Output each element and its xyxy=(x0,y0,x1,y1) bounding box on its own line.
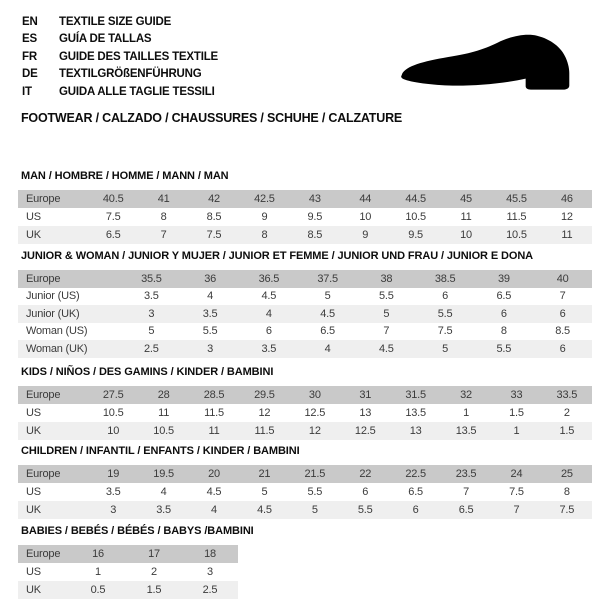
table-row xyxy=(18,483,592,501)
size-cell: 44.5 xyxy=(405,193,426,205)
table-row xyxy=(18,340,592,358)
row-label: Europe xyxy=(26,193,61,205)
language-line xyxy=(22,83,218,101)
size-cell: 8 xyxy=(261,229,268,241)
dress-shoe-icon xyxy=(393,24,585,100)
size-cell: 4 xyxy=(265,307,272,320)
size-cell: 24 xyxy=(510,468,523,480)
table-row xyxy=(18,465,592,483)
size-cell: 12 xyxy=(308,425,321,437)
row-label: Europe xyxy=(26,389,61,401)
size-cell: 5 xyxy=(311,504,318,516)
size-cell: 5 xyxy=(324,290,331,303)
language-title: TEXTILGRÖßENFÜHRUNG xyxy=(59,68,202,81)
size-cell: 2 xyxy=(563,407,570,419)
size-cell: 29.5 xyxy=(254,389,275,401)
size-cell: 17 xyxy=(148,548,160,560)
size-cell: 43 xyxy=(308,193,321,205)
language-line xyxy=(22,48,218,66)
size-cell: 30 xyxy=(308,389,321,401)
size-cell: 2.5 xyxy=(144,342,159,355)
size-cell: 7 xyxy=(463,486,469,498)
size-cell: 7 xyxy=(559,290,566,303)
size-cell: 8.5 xyxy=(307,229,323,241)
size-cell: 5.5 xyxy=(379,290,394,303)
size-cell: 40.5 xyxy=(102,193,124,205)
table-row xyxy=(18,305,592,323)
table-title: CHILDREN / INFANTIL / ENFANTS / KINDER / BAMBINI xyxy=(21,445,300,457)
row-label: Europe xyxy=(26,468,61,480)
size-cell: 7.5 xyxy=(206,229,222,241)
language-code: IT xyxy=(22,85,32,98)
size-cell: 6 xyxy=(412,504,419,516)
size-cell: 6 xyxy=(500,307,507,320)
table-row xyxy=(18,386,592,404)
row-label: Europe xyxy=(26,272,61,285)
size-cell: 4.5 xyxy=(257,504,272,516)
language-code: ES xyxy=(22,33,37,46)
size-cell: 12.5 xyxy=(304,407,326,419)
size-cell: 11 xyxy=(158,407,170,419)
size-cell: 42.5 xyxy=(254,193,275,205)
table-title: JUNIOR & WOMAN / JUNIOR Y MUJER / JUNIOR ET FEMME / JUNIOR UND FRAU / JUNIOR E DONA xyxy=(21,250,534,262)
language-title-block xyxy=(22,13,218,101)
size-table-section xyxy=(18,525,592,599)
size-cell: 42 xyxy=(208,193,220,205)
row-label: Woman (UK) xyxy=(26,342,88,355)
size-cell: 46 xyxy=(560,193,573,205)
table-title: MAN / HOMBRE / HOMME / MANN / MAN xyxy=(21,170,229,182)
size-cell: 4.5 xyxy=(206,486,222,498)
table-row xyxy=(18,226,592,244)
size-cell: 11.5 xyxy=(204,407,224,419)
table-title: KIDS / NIÑOS / DES GAMINS / KINDER / BAMBINI xyxy=(21,366,274,378)
size-cell: 22.5 xyxy=(405,468,426,480)
size-cell: 5 xyxy=(442,342,449,355)
row-label: Europe xyxy=(26,548,61,560)
size-cell: 10 xyxy=(359,211,372,223)
row-label: US xyxy=(26,486,41,498)
size-cell: 13.5 xyxy=(455,425,477,437)
size-cell: 37.5 xyxy=(317,272,338,285)
table-title: BABIES / BEBÉS / BÉBÉS / BABYS /BAMBINI xyxy=(21,525,254,537)
size-cell: 38.5 xyxy=(434,272,456,285)
size-cell: 31.5 xyxy=(405,389,426,401)
size-cell: 1.5 xyxy=(146,584,162,596)
size-cell: 33 xyxy=(510,389,523,401)
size-cell: 45 xyxy=(460,193,472,205)
size-cell: 5.5 xyxy=(496,342,512,355)
size-table xyxy=(18,465,592,519)
language-line xyxy=(22,13,218,31)
size-cell: 16 xyxy=(92,548,104,560)
size-cell: 1 xyxy=(513,425,520,437)
size-cell: 18 xyxy=(204,548,216,560)
size-cell: 7 xyxy=(383,325,390,338)
size-cell: 4 xyxy=(211,504,217,516)
size-cell: 4.5 xyxy=(379,342,394,355)
size-cell: 4.5 xyxy=(320,307,335,320)
size-cell: 10.5 xyxy=(102,407,124,419)
size-cell: 9.5 xyxy=(307,211,323,223)
size-cell: 6.5 xyxy=(320,325,335,338)
table-row xyxy=(18,270,592,288)
size-cell: 4 xyxy=(160,486,167,498)
size-cell: 0.5 xyxy=(90,584,106,596)
language-title: TEXTILE SIZE GUIDE xyxy=(59,15,172,28)
size-cell: 6.5 xyxy=(496,290,512,303)
size-cell: 3 xyxy=(207,566,213,578)
row-label: Junior (US) xyxy=(26,290,80,303)
size-table-section xyxy=(18,170,592,244)
size-cell: 35.5 xyxy=(141,272,162,285)
size-cell: 7.5 xyxy=(559,504,575,516)
size-cell: 10 xyxy=(107,425,120,437)
size-cell: 3.5 xyxy=(261,342,277,355)
size-cell: 28.5 xyxy=(203,389,225,401)
language-line xyxy=(22,31,218,49)
size-cell: 5 xyxy=(383,307,390,320)
size-cell: 6 xyxy=(362,486,369,498)
size-cell: 11 xyxy=(460,211,472,223)
size-cell: 3 xyxy=(110,504,117,516)
size-cell: 6.5 xyxy=(458,504,474,516)
row-label: US xyxy=(26,566,41,578)
size-cell: 8.5 xyxy=(206,211,222,223)
size-cell: 13 xyxy=(409,425,422,437)
size-cell: 8 xyxy=(160,211,167,223)
table-row xyxy=(18,501,592,519)
size-cell: 3.5 xyxy=(202,307,218,320)
size-cell: 4 xyxy=(324,342,331,355)
size-cell: 6 xyxy=(265,325,272,338)
size-cell: 8 xyxy=(500,325,507,338)
size-cell: 28 xyxy=(157,389,170,401)
size-cell: 4 xyxy=(207,290,214,303)
language-code: EN xyxy=(22,15,38,28)
size-cell: 25 xyxy=(560,468,573,480)
size-cell: 6 xyxy=(559,307,566,320)
table-row xyxy=(18,404,592,422)
size-cell: 36.5 xyxy=(258,272,280,285)
size-cell: 12 xyxy=(258,407,271,419)
size-table-section xyxy=(18,366,592,440)
size-cell: 3.5 xyxy=(105,486,121,498)
language-code: FR xyxy=(22,50,37,63)
row-label: US xyxy=(26,211,41,223)
size-cell: 4.5 xyxy=(261,290,277,303)
table-row xyxy=(18,563,238,581)
size-cell: 19.5 xyxy=(153,468,174,480)
size-cell: 33.5 xyxy=(556,389,578,401)
size-cell: 3.5 xyxy=(156,504,171,516)
table-row xyxy=(18,581,238,599)
row-label: Woman (US) xyxy=(26,325,88,338)
size-cell: 6 xyxy=(559,342,566,355)
size-cell: 5.5 xyxy=(307,486,323,498)
row-label: UK xyxy=(26,584,41,596)
size-cell: 39 xyxy=(497,272,510,285)
table-row xyxy=(18,288,592,306)
row-label: UK xyxy=(26,229,41,241)
size-cell: 12 xyxy=(560,211,573,223)
size-cell: 3 xyxy=(207,342,214,355)
table-row xyxy=(18,208,592,226)
size-cell: 9 xyxy=(261,211,268,223)
table-row xyxy=(18,190,592,208)
size-cell: 11 xyxy=(208,425,220,437)
size-cell: 45.5 xyxy=(506,193,527,205)
size-cell: 36 xyxy=(204,272,217,285)
size-cell: 1 xyxy=(463,407,469,419)
size-cell: 8.5 xyxy=(555,325,570,338)
size-cell: 5 xyxy=(261,486,268,498)
size-cell: 2 xyxy=(151,566,157,578)
size-table xyxy=(18,190,592,244)
size-cell: 12.5 xyxy=(354,425,376,437)
size-cell: 3 xyxy=(148,307,155,320)
size-cell: 32 xyxy=(460,389,472,401)
size-cell: 5 xyxy=(148,325,155,338)
size-cell: 44 xyxy=(359,193,372,205)
table-row xyxy=(18,545,238,563)
table-row xyxy=(18,422,592,440)
language-title: GUÍA DE TALLAS xyxy=(59,33,152,46)
size-cell: 6.5 xyxy=(105,229,121,241)
size-cell: 5.5 xyxy=(437,307,453,320)
size-cell: 1.5 xyxy=(559,425,575,437)
size-cell: 10 xyxy=(460,229,472,241)
size-cell: 6 xyxy=(442,290,449,303)
row-label: US xyxy=(26,407,41,419)
size-cell: 5.5 xyxy=(202,325,218,338)
category-title: FOOTWEAR / CALZADO / CHAUSSURES / SCHUHE / CALZATURE xyxy=(21,111,403,125)
size-table xyxy=(18,270,592,358)
size-table xyxy=(18,386,592,440)
size-cell: 41 xyxy=(157,193,170,205)
size-cell: 1 xyxy=(95,566,101,578)
size-cell: 10.5 xyxy=(405,211,426,223)
size-cell: 21 xyxy=(258,468,271,480)
size-table-section xyxy=(18,445,592,519)
size-cell: 11 xyxy=(561,229,573,241)
size-cell: 7 xyxy=(160,229,167,241)
size-cell: 20 xyxy=(208,468,220,480)
size-cell: 27.5 xyxy=(102,389,124,401)
size-cell: 1.5 xyxy=(509,407,524,419)
size-cell: 22 xyxy=(359,468,372,480)
size-cell: 10.5 xyxy=(506,229,527,241)
size-cell: 9 xyxy=(362,229,369,241)
language-title: GUIDE DES TAILLES TEXTILE xyxy=(59,50,218,63)
size-cell: 23.5 xyxy=(455,468,477,480)
size-cell: 11.5 xyxy=(254,425,275,437)
size-cell: 6.5 xyxy=(408,486,423,498)
language-code: DE xyxy=(22,68,38,81)
size-cell: 13 xyxy=(359,407,372,419)
size-cell: 8 xyxy=(563,486,570,498)
size-cell: 21.5 xyxy=(304,468,326,480)
size-cell: 7.5 xyxy=(509,486,524,498)
size-cell: 9.5 xyxy=(408,229,423,241)
size-cell: 7 xyxy=(513,504,520,516)
language-title: GUIDA ALLE TAGLIE TESSILI xyxy=(59,85,215,98)
size-cell: 10.5 xyxy=(153,425,174,437)
size-cell: 7.5 xyxy=(105,211,121,223)
size-table xyxy=(18,545,238,599)
table-row xyxy=(18,323,592,341)
size-cell: 31 xyxy=(359,389,372,401)
size-cell: 19 xyxy=(107,468,120,480)
row-label: UK xyxy=(26,425,41,437)
size-cell: 2.5 xyxy=(202,584,218,596)
size-cell: 11.5 xyxy=(506,211,527,223)
row-label: Junior (UK) xyxy=(26,307,80,320)
size-cell: 3.5 xyxy=(144,290,159,303)
size-cell: 40 xyxy=(556,272,569,285)
size-cell: 13.5 xyxy=(405,407,426,419)
language-line xyxy=(22,66,218,84)
size-cell: 7.5 xyxy=(437,325,453,338)
row-label: UK xyxy=(26,504,41,516)
size-table-section xyxy=(18,250,592,358)
size-cell: 5.5 xyxy=(357,504,373,516)
size-cell: 38 xyxy=(380,272,393,285)
